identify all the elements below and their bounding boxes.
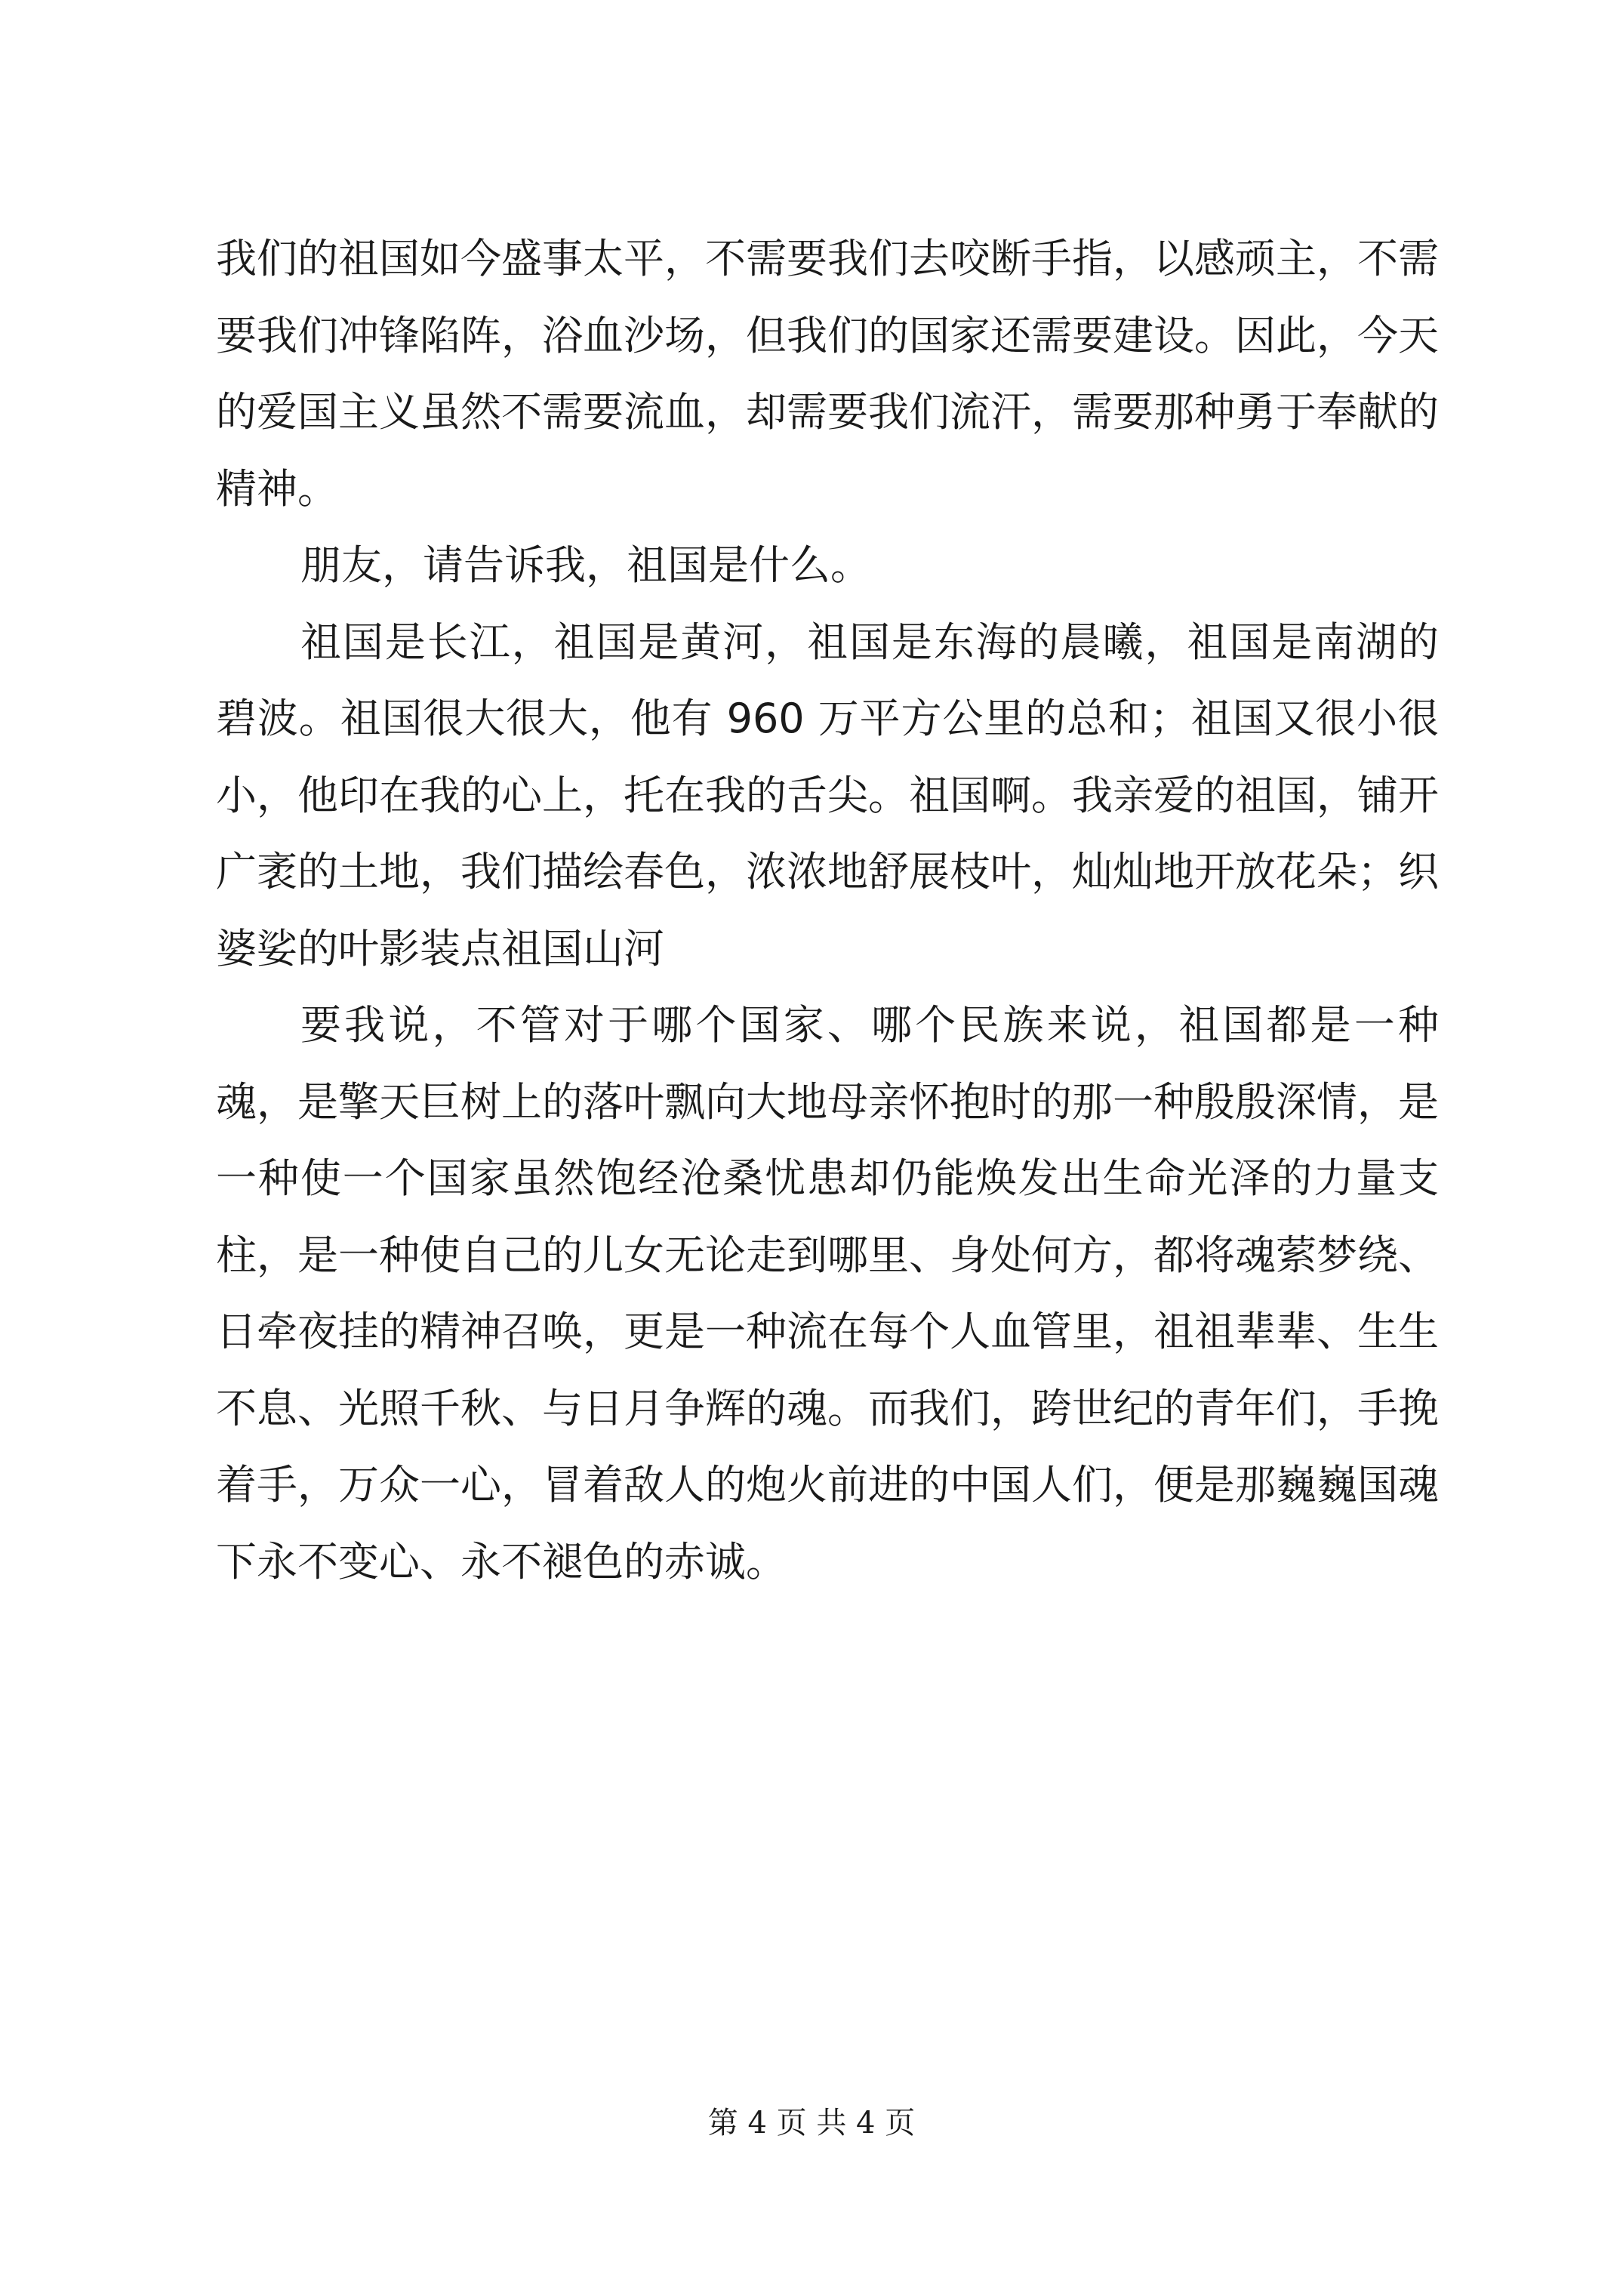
paragraph-1: 我们的祖国如今盛事太平，不需要我们去咬断手指，以感顽主，不需要我们冲锋陷阵，浴血沙场，但我们的国家还需要建设。因此，今天的爱国主义虽然不需要流血，却需要我们流汗，需要那种勇于奉献的精神。	[216, 235, 1439, 513]
document-body	[216, 220, 1439, 1600]
page-footer: 第 4 页 共 4 页	[707, 2106, 916, 2140]
paragraph-2: 朋友，请告诉我，祖国是什么。	[300, 541, 871, 589]
paragraph-3: 祖国是长江，祖国是黄河，祖国是东海的晨曦，祖国是南湖的碧波。祖国很大很大，他有 960 万平方公里的总和；祖国又很小很小，他印在我的心上，托在我的舌尖。祖国啊。我亲爱的祖国，铺开广袤的土地，我们描绘春色，浓浓地舒展枝叶，灿灿地开放花朵；织婆娑的叶影装点祖国山河	[216, 618, 1439, 972]
paragraph-4: 要我说，不管对于哪个国家、哪个民族来说，祖国都是一种魂，是擎天巨树上的落叶飘向大地母亲怀抱时的那一种殷殷深情，是一种使一个国家虽然饱经沧桑忧患却仍能焕发出生命光泽的力量支柱，是一种使自己的儿女无论走到哪里、身处何方，都将魂萦梦绕、日牵夜挂的精神召唤，更是一种流在每个人血管里，祖祖辈辈、生生不息、光照千秋、与日月争辉的魂。而我们，跨世纪的青年们，手挽着手，万众一心，冒着敌人的炮火前进的中国人们，便是那巍巍国魂下永不变心、永不褪色的赤诚。	[216, 1001, 1439, 1586]
